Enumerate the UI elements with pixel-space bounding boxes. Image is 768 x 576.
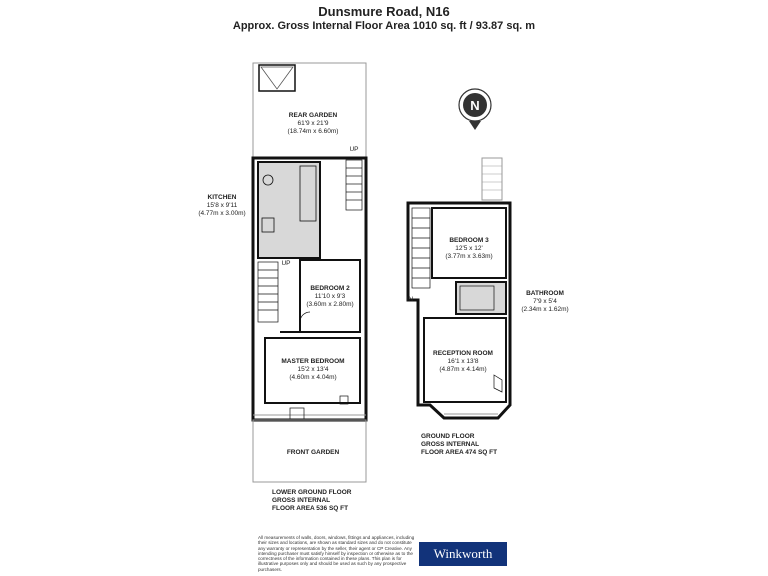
master-bedroom-name: MASTER BEDROOM [281, 358, 345, 365]
shed [259, 65, 295, 91]
plan-subtitle: Approx. Gross Internal Floor Area 1010 sq. ft / 93.87 sq. m [232, 20, 536, 32]
up-label-rear: UP [349, 146, 359, 153]
master-bedroom-imperial: 15'2 x 13'4 [297, 366, 329, 373]
disclaimer-text: All measurements of walls, doors, windows, fittings and appliances, including their sizes and locations, are shown as standard sizes and do not constitute any warranty or representation by the seller, their agent or CP Creative. Any intending purchaser must satisfy himself by inspection or otherwise as to the correctness of the information contained in these plans. This plan is for illustrative purposes only and should be used as such by any prospective purchasers. [258, 535, 415, 572]
rear-garden-metric: (18.74m x 6.60m) [287, 128, 339, 135]
bedroom-2-metric: (3.60m x 2.80m) [306, 301, 354, 308]
reception-room-metric: (4.87m x 4.14m) [439, 366, 487, 373]
bathroom-imperial: 7'9 x 5'4 [533, 298, 557, 305]
lower-ground-area-line-3: FLOOR AREA 536 SQ FT [272, 505, 349, 512]
ground-area-line-2: GROSS INTERNAL [421, 441, 480, 448]
bedroom-3-name: BEDROOM 3 [449, 237, 489, 244]
bathroom-metric: (2.34m x 1.62m) [521, 306, 569, 313]
reception-room-name: RECEPTION ROOM [433, 350, 493, 357]
rear-garden-outline [253, 63, 366, 158]
garden-stairs [346, 160, 362, 210]
kitchen-name: KITCHEN [207, 194, 237, 201]
bedroom-3-imperial: 12'5 x 12' [455, 245, 483, 252]
up-label-hall: UP [281, 260, 291, 267]
bedroom-2-imperial: 11'10 x 9'3 [314, 293, 346, 300]
plan-title: Dunsmure Road, N16 [318, 4, 450, 19]
bathroom-walls [456, 282, 506, 314]
bedroom-3-metric: (3.77m x 3.63m) [445, 253, 493, 260]
lower-ground-area-line-2: GROSS INTERNAL [272, 497, 331, 504]
compass-letter: N [470, 98, 480, 113]
lower-stairs [258, 262, 278, 322]
kitchen-metric: (4.77m x 3.00m) [198, 210, 246, 217]
bedroom-2-name: BEDROOM 2 [310, 285, 350, 292]
winkworth-logo: Winkworth [419, 542, 507, 566]
rear-steps [482, 158, 502, 200]
rear-garden-name: REAR GARDEN [288, 112, 338, 119]
kitchen-floor [258, 162, 320, 258]
lower-ground-area-line-1: LOWER GROUND FLOOR [272, 489, 352, 496]
ground-area-line-1: GROUND FLOOR [421, 433, 475, 440]
bathroom-name: BATHROOM [526, 290, 564, 297]
reception-room-imperial: 16'1 x 13'8 [447, 358, 479, 365]
master-bedroom-metric: (4.60m x 4.04m) [289, 374, 337, 381]
ground-area-line-3: FLOOR AREA 474 SQ FT [421, 449, 498, 456]
ground-stairs [412, 208, 430, 288]
in-label: IN [406, 296, 414, 303]
rear-garden-imperial: 61'9 x 21'9 [297, 120, 329, 127]
north-arrow-icon [459, 89, 491, 130]
front-garden-name: FRONT GARDEN [286, 449, 340, 456]
kitchen-imperial: 15'8 x 9'11 [206, 202, 238, 209]
ground-floor-plan [408, 158, 510, 418]
